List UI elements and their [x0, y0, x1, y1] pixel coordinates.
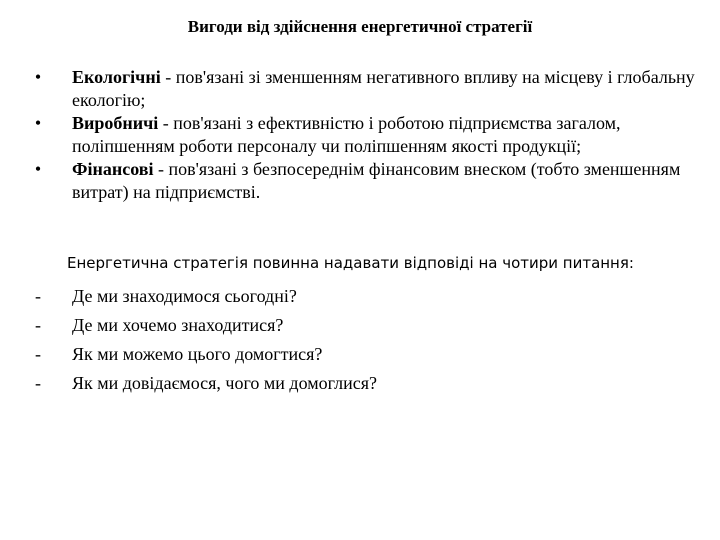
- benefit-term: Екологічні: [72, 67, 161, 87]
- question-text: Де ми хочемо знаходитися?: [72, 315, 284, 335]
- questions-list: [28, 282, 668, 398]
- benefit-item-financial: [28, 158, 698, 204]
- bullet-icon: •: [34, 159, 42, 179]
- questions-header: Енергетична стратегія повинна надавати відповіді на чотири питання:: [67, 254, 634, 272]
- dash-icon: -: [35, 373, 41, 393]
- benefit-term: Виробничі: [72, 113, 159, 133]
- question-text: Як ми можемо цього домогтися?: [72, 344, 323, 364]
- benefit-description: - пов'язані з безпосереднім фінансовим внеском (тобто зменшенням витрат) на підприємстві.: [72, 159, 681, 202]
- bullet-icon: •: [34, 113, 42, 133]
- benefit-description: - пов'язані зі зменшенням негативного впливу на місцеву і глобальну екологію;: [72, 67, 695, 110]
- question-item: [28, 340, 668, 369]
- benefit-item-production: [28, 112, 698, 158]
- dash-icon: -: [35, 315, 41, 335]
- benefits-list: [28, 66, 698, 204]
- benefit-term: Фінансові: [72, 159, 154, 179]
- dash-icon: -: [35, 344, 41, 364]
- benefit-description: - пов'язані з ефективністю і роботою підприємства загалом, поліпшенням роботи персоналу чи поліпшенням якості продукції;: [72, 113, 621, 156]
- slide-title: Вигоди від здійснення енергетичної стратегії: [187, 17, 533, 36]
- question-item: [28, 311, 668, 340]
- question-text: Як ми довідаємося, чого ми домоглися?: [72, 373, 377, 393]
- question-item: [28, 369, 668, 398]
- benefit-item-ecological: [28, 66, 698, 112]
- dash-icon: -: [35, 286, 41, 306]
- question-item: [28, 282, 668, 311]
- question-text: Де ми знаходимося сьогодні?: [72, 286, 297, 306]
- bullet-icon: •: [34, 67, 42, 87]
